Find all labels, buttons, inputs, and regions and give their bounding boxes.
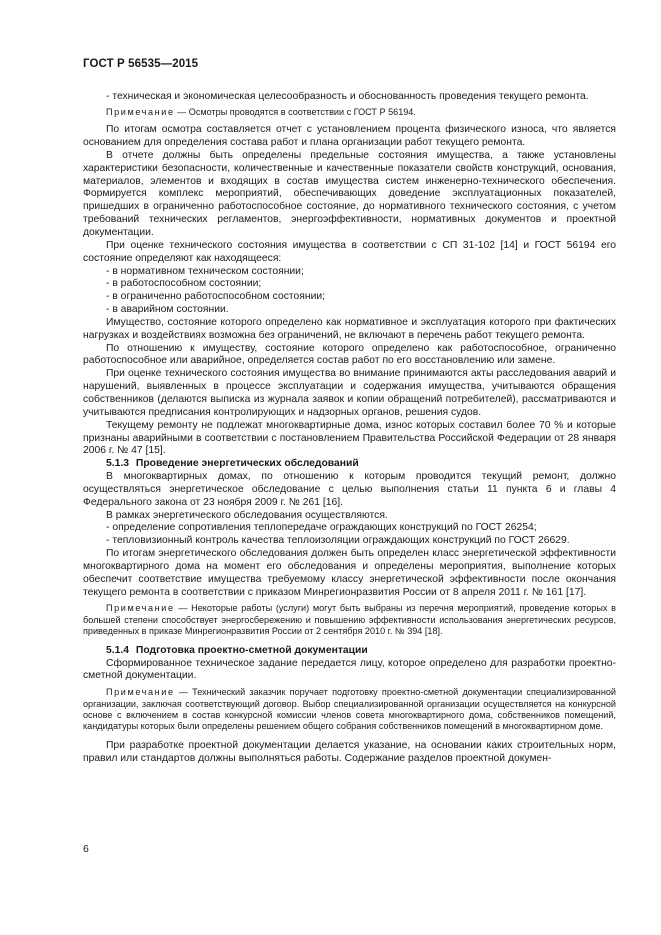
note-text: — Некоторые работы (услуги) могут быть выбраны из перечня мероприятий, проведение которых в большей степени способствует энергосбережению и повышению эффективности использования энергетических ресурсов, приведенных в приказе Минрегионразвития России от 2 сентября 2010 г. № 394 [18].: [83, 603, 616, 637]
paragraph: По итогам энергетического обследования должен быть определен класс энергетической эффективности многоквартирного дома на момент его обследования и определены мероприятия, выполнение которых обеспечит соответствие имущества требуемому классу энергетической эффективности после окончания текущего ремонта в соответствии с приказом Минрегионразвития России от 8 апреля 2011 г. № 161 [17].: [83, 548, 616, 598]
document-body: [83, 91, 616, 766]
note-label: Примечание: [106, 687, 175, 698]
note: [83, 687, 616, 733]
document-header: ГОСТ Р 56535—2015: [83, 58, 199, 70]
note: [83, 107, 616, 118]
paragraph: В рамках энергетического обследования осуществляются.: [106, 509, 388, 521]
paragraph: Сформированное техническое задание передается лицу, которое определено для разработки проектно-сметной документации.: [83, 657, 616, 682]
section-heading: [83, 458, 616, 471]
section-title: Проведение энергетических обследований: [135, 458, 359, 470]
list-item: - в работоспособном состоянии;: [106, 278, 262, 290]
note: [83, 603, 616, 637]
paragraph: В отчете должны быть определены предельные состояния имущества, а также установлены характеристики безопасности, количественные и качественные показатели свойств конструкций, основания, материалов, элементов и входящих в состав имущества систем инженерно-технического обеспечения. Формируется комплекс мероприятий, обеспечивающих доведение эксплуатационных показателей, пришедших в ограниченно работоспособное состояние, до нормативного технического состояния, с учетом требований технических регламентов, энергоэффективности, нормативных документов и проектной документации.: [83, 149, 616, 238]
paragraph: При разработке проектной документации делается указание, на основании каких строительных норм, правил или стандартов должны выполняться работы. Содержание разделов проектной докумен-: [83, 739, 616, 764]
paragraph: По итогам осмотра составляется отчет с установлением процента физического износа, что является основанием для определения состава работ и плана организации работ текущего ремонта.: [83, 124, 616, 149]
list-item: - в ограниченно работоспособном состоянии;: [106, 291, 326, 303]
paragraph: В многоквартирных домах, по отношению к которым проводится текущий ремонт, должно осуществляться энергетическое обследование с целью выполнения статьи 11 пункта 6 и главы 4 Федерального закона от 23 ноября 2009 г. № 261 [16].: [83, 471, 616, 508]
section-heading: [83, 645, 616, 658]
section-title: Подготовка проектно-сметной документации: [135, 644, 368, 656]
note-text: — Осмотры проводятся в соответствии с ГОСТ Р 56194.: [174, 106, 416, 117]
note-label: Примечание: [106, 603, 175, 614]
list-item: - в аварийном состоянии.: [106, 304, 229, 316]
list-item: - определение сопротивления теплопередаче ограждающих конструкций по ГОСТ 26254;: [106, 522, 537, 534]
list-item: - тепловизионный контроль качества теплоизоляции ограждающих конструкций по ГОСТ 26629.: [106, 535, 570, 547]
list-item: - техническая и экономическая целесообразность и обоснованность проведения текущего ремонта.: [106, 91, 589, 102]
section-number: 5.1.3: [106, 458, 130, 470]
page-number: 6: [83, 843, 89, 855]
paragraph: При оценке технического состояния имущества в соответствии с СП 31-102 [14] и ГОСТ 56194 его состояние определяют как находящееся:: [83, 239, 616, 264]
paragraph: Имущество, состояние которого определено как нормативное и эксплуатация которого при фактических нагрузках и воздействиях возможна без ограничений, не включают в перечень работ текущего ремонта.: [83, 316, 616, 341]
paragraph: Текущему ремонту не подлежат многоквартирные дома, износ которых составил более 70 % и которые признаны аварийными в соответствии с постановлением Правительства Российской Федерации от 28 января 2006 г. № 47 [15].: [83, 419, 616, 457]
list-item: - в нормативном техническом состоянии;: [106, 265, 304, 277]
note-text: — Технический заказчик поручает подготовку проектно-сметной документации специализированной организации, заключая соответствующий договор. Выбор специализированной организации осуществляется на конкурсной основе с включением в состав конкурсной комиссии членов совета многоквартирного дома, собственников помещений, кандидатуры которых были определены решением общего собрания собственников помещений в многоквартирном доме.: [83, 687, 616, 732]
paragraph: По отношению к имуществу, состояние которого определено как работоспособное, ограниченно работоспособное или аварийное, определяется состав работ по его восстановлению или замене.: [83, 342, 616, 367]
note-label: Примечание: [106, 106, 175, 117]
paragraph: При оценке технического состояния имущества во внимание принимаются акты расследования аварий и нарушений, выявленных в процессе эксплуатации и содержания имущества, учитываются обращения собственников (делаются выписка из журнала заявок и копии обращений потребителей), рассматриваются и учитываются предписания контролирующих и надзорных органов, решения судов.: [83, 368, 616, 418]
section-number: 5.1.4: [106, 644, 130, 656]
